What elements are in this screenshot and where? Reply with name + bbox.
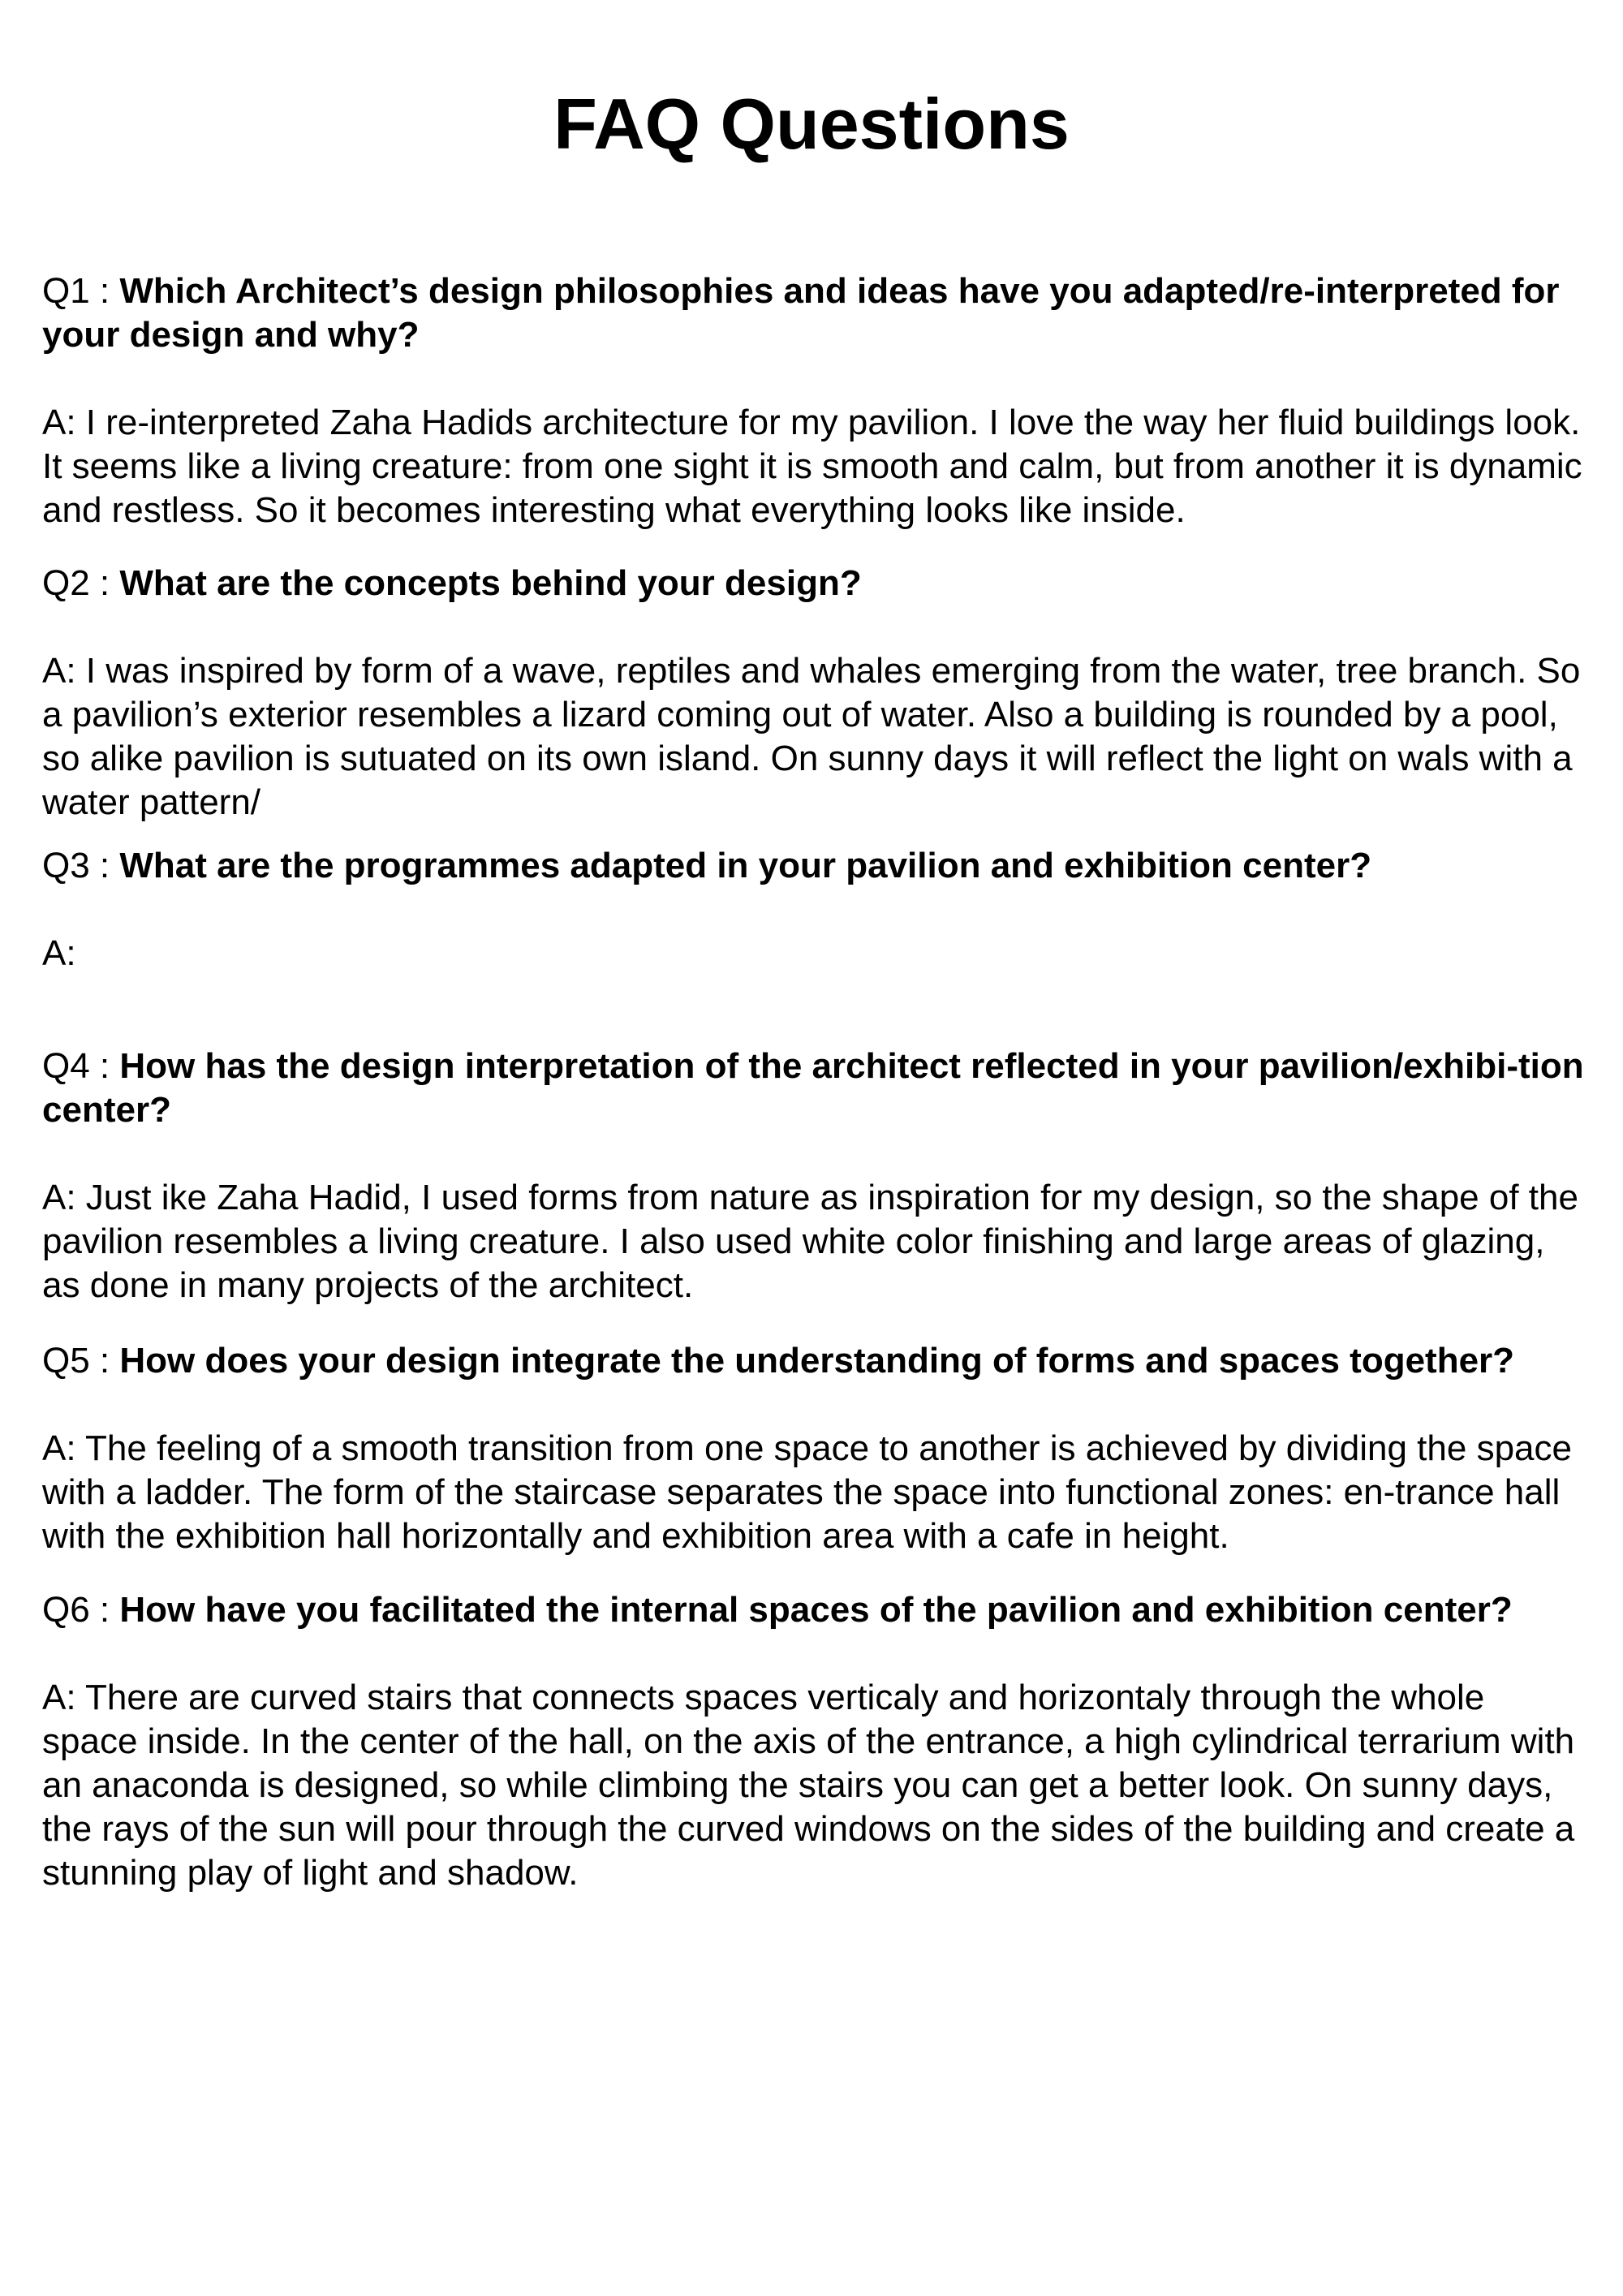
faq-question-6 [42,1588,1588,1632]
question-prefix: Q4 : [42,1046,120,1086]
faq-answer-2: A: I was inspired by form of a wave, reptiles and whales emerging from the water, tree branch. So a pavilion’s exterior resembles a lizard coming out of water. Also a building is rounded by a pool, so alike pavilion is sutuated on its own island. On sunny days it will reflect the light on wals with a water pattern/ [42,651,1581,822]
page-title: FAQ Questions [553,84,1070,164]
faq-item-1 [42,269,1588,532]
faq-answer-3: A: [42,933,76,973]
faq-item-4 [42,1045,1588,1307]
question-prefix: Q2 : [42,563,120,603]
faq-answer-1: A: I re-interpreted Zaha Hadids architecture for my pavilion. I love the way her fluid buildings look. It seems like a living creature: from one sight it is smooth and calm, but from another it is dynamic and restless. So it becomes interesting what everything looks like inside. [42,403,1582,530]
faq-item-3 [42,844,1588,976]
faq-item-6 [42,1588,1588,1895]
faq-question-1 [42,269,1588,357]
faq-answer-4: A: Just ike Zaha Hadid, I used forms from nature as inspiration for my design, so the shape of the pavilion resembles a living creature. I also used white color finishing and large areas of glazing, as done in many projects of the architect. [42,1178,1578,1305]
question-text: How has the design interpretation of the architect reflected in your pavilion/exhibi-tion center? [42,1046,1584,1130]
question-text: How have you facilitated the internal spaces of the pavilion and exhibition center? [119,1590,1513,1630]
faq-item-5 [42,1339,1588,1558]
question-prefix: Q6 : [42,1590,120,1630]
question-prefix: Q3 : [42,846,120,885]
faq-question-3 [42,844,1588,888]
faq-question-5 [42,1339,1588,1383]
faq-answer-6: A: There are curved stairs that connects spaces verticaly and horizontaly through the whole space inside. In the center of the hall, on the axis of the entrance, a high cylindrical terrarium with an anaconda is designed, so while climbing the stairs you can get a better look. On sunny days, the rays of the sun will pour through the curved windows on the sides of the building and create a stunning play of light and shadow. [42,1678,1575,1893]
question-text: Which Architect’s design philosophies and ideas have you adapted/re-interpreted for your design and why? [42,271,1560,355]
question-prefix: Q1 : [42,271,120,311]
faq-answer-5: A: The feeling of a smooth transition from one space to another is achieved by dividing the space with a ladder. The form of the staircase separates the space into functional zones: en-trance hall with the exhibition hall horizontally and exhibition area with a cafe in height. [42,1428,1572,1556]
question-text: How does your design integrate the understanding of forms and spaces together? [119,1341,1515,1381]
faq-question-4 [42,1045,1588,1132]
faq-item-2 [42,562,1588,825]
question-text: What are the programmes adapted in your pavilion and exhibition center? [119,846,1372,885]
question-prefix: Q5 : [42,1341,120,1381]
faq-question-2 [42,562,1588,605]
question-text: What are the concepts behind your design? [119,563,862,603]
